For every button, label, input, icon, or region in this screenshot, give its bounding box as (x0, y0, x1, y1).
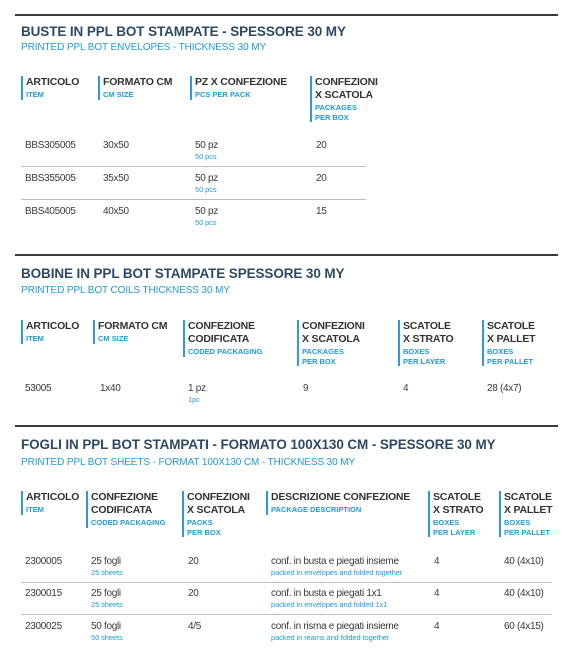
cell-confezioni: 20 (316, 173, 327, 184)
cell-descrizione: conf. in busta e piegati insieme packed in envelopes and folded together (271, 556, 403, 577)
cell-pallet: 40 (4x10) (504, 556, 544, 567)
section-divider (15, 254, 558, 256)
column-header: CONFEZIONE CODIFICATA CODED PACKAGING (183, 320, 262, 357)
cell-formato: 30x50 (103, 140, 129, 151)
cell-pallet: 28 (4x7) (487, 383, 522, 394)
column-header: FORMATO CM CM SIZE (98, 76, 172, 100)
cell-descrizione: conf. in risma e piegati insieme packed in reams and folded together (271, 621, 399, 642)
cell-formato: 1x40 (100, 383, 121, 394)
cell-confezioni: 20 (188, 588, 199, 599)
cell-pz: 50 pz 50 pcs (195, 140, 218, 161)
column-header: SCATOLE X STRATO BOXES PER LAYER (428, 491, 484, 537)
column-header: SCATOLE X STRATO BOXES PER LAYER (398, 320, 454, 366)
cell-articolo: 2300015 (25, 588, 62, 599)
row-divider (21, 166, 366, 167)
cell-formato: 35x50 (103, 173, 129, 184)
section-title: BUSTE IN PPL BOT STAMPATE - SPESSORE 30 MY (21, 24, 346, 39)
section-subtitle: PRINTED PPL BOT COILS THICKNESS 30 MY (21, 285, 230, 296)
cell-confezione: 25 fogli 25 sheets (91, 588, 123, 609)
column-header: DESCRIZIONE CONFEZIONE PACKAGE DESCRIPTION (266, 491, 410, 515)
cell-confezione: 25 fogli 25 sheets (91, 556, 123, 577)
column-header: ARTICOLO ITEM (21, 320, 79, 344)
cell-confezioni: 20 (316, 140, 327, 151)
cell-confezioni: 15 (316, 206, 327, 217)
column-header: SCATOLE X PALLET BOXES PER PALLET (499, 491, 552, 537)
row-divider (21, 199, 366, 200)
cell-articolo: 53005 (25, 383, 52, 394)
section-subtitle: PRINTED PPL BOT SHEETS - FORMAT 100X130 CM - THICKNESS 30 MY (21, 457, 356, 468)
cell-articolo: BBS305005 (25, 140, 76, 151)
cell-articolo: BBS355005 (25, 173, 76, 184)
cell-confezioni: 20 (188, 556, 199, 567)
cell-articolo: 2300005 (25, 556, 62, 567)
row-divider (21, 614, 552, 615)
row-divider (21, 582, 552, 583)
cell-pz: 50 pz 50 pcs (195, 206, 218, 227)
cell-strato: 4 (434, 556, 440, 567)
column-header: CONFEZIONI X SCATOLA PACKAGES PER BOX (297, 320, 365, 366)
section-title: BOBINE IN PPL BOT STAMPATE SPESSORE 30 MY (21, 266, 345, 281)
column-header: ARTICOLO ITEM (21, 491, 79, 515)
cell-pz: 50 pz 50 pcs (195, 173, 218, 194)
cell-strato: 4 (434, 621, 440, 632)
cell-formato: 40x50 (103, 206, 129, 217)
cell-pallet: 60 (4x15) (504, 621, 544, 632)
cell-confezione: 1 pz 1pc (188, 383, 206, 404)
column-header: CONFEZIONE CODIFICATA CODED PACKAGING (86, 491, 165, 528)
column-header: PZ X CONFEZIONE PCS PER PACK (190, 76, 287, 100)
cell-articolo: 2300025 (25, 621, 62, 632)
cell-articolo: BBS405005 (25, 206, 76, 217)
column-header: CONFEZIONI X SCATOLA PACKAGES PER BOX (310, 76, 378, 122)
cell-strato: 4 (403, 383, 409, 394)
cell-confezioni: 9 (303, 383, 309, 394)
section-title: FOGLI IN PPL BOT STAMPATI - FORMATO 100X130 CM - SPESSORE 30 MY (21, 437, 496, 452)
cell-pallet: 40 (4x10) (504, 588, 544, 599)
section-divider (15, 425, 558, 427)
cell-descrizione: conf. in busta e piegati 1x1 packed in envelopes and folded 1x1 (271, 588, 388, 609)
section-subtitle: PRINTED PPL BOT ENVELOPES - THICKNESS 30 MY (21, 42, 267, 53)
column-header: FORMATO CM CM SIZE (93, 320, 167, 344)
column-header: CONFEZIONI X SCATOLA PACKS PER BOX (182, 491, 250, 537)
column-header: SCATOLE X PALLET BOXES PER PALLET (482, 320, 535, 366)
column-header: ARTICOLO ITEM (21, 76, 79, 100)
section-divider (15, 14, 558, 16)
cell-confezione: 50 fogli 50 sheets (91, 621, 123, 642)
cell-confezioni: 4/5 (188, 621, 202, 632)
cell-strato: 4 (434, 588, 440, 599)
